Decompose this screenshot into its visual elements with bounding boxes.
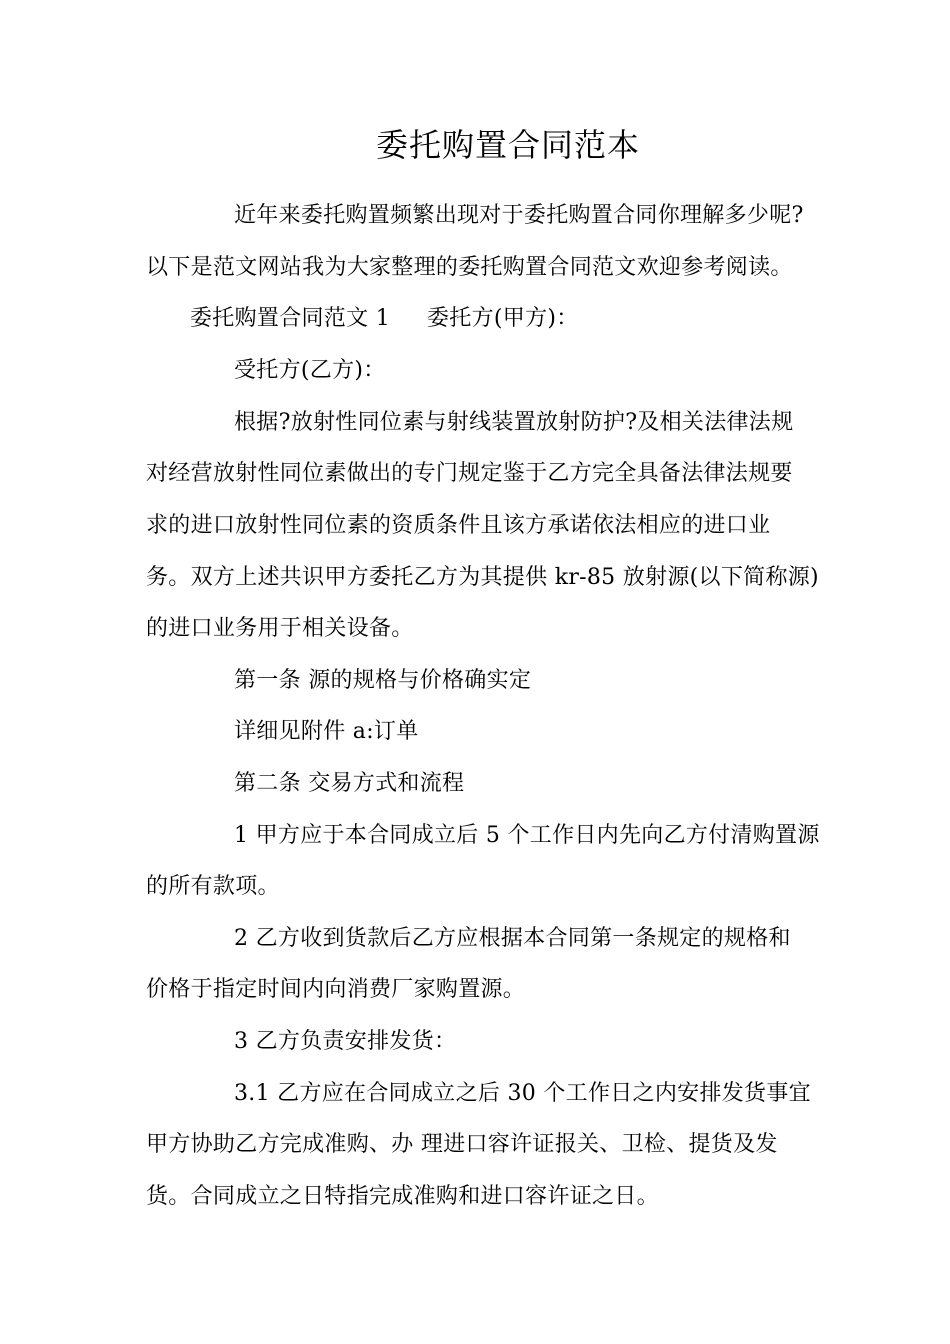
paragraph-line: 近年来委托购置频繁出现对于委托购置合同你理解多少呢? bbox=[234, 203, 804, 228]
section-heading: 委托购置合同范文 1 bbox=[190, 306, 390, 331]
paragraph-line: 价格于指定时间内向消费厂家购置源。 bbox=[146, 977, 526, 1002]
article-heading: 第二条 交易方式和流程 bbox=[234, 771, 465, 796]
paragraph-line: 根据?放射性同位素与射线装置放射防护?及相关法律法规 bbox=[234, 410, 794, 435]
paragraph-line: 3.1 乙方应在合同成立之后 30 个工作日之内安排发货事宜 bbox=[234, 1081, 811, 1106]
paragraph-line: 3 乙方负责安排发货： bbox=[234, 1029, 457, 1054]
paragraph-line: 的所有款项。 bbox=[146, 874, 280, 899]
article-heading: 第一条 源的规格与价格确实定 bbox=[234, 668, 532, 693]
paragraph-line: 货。合同成立之日特指完成准购和进口容许证之日。 bbox=[146, 1184, 659, 1209]
party-a-label: 委托方(甲方)： bbox=[427, 306, 579, 331]
paragraph-line: 的进口业务用于相关设备。 bbox=[146, 616, 414, 641]
paragraph-line: 求的进口放射性同位素的资质条件且该方承诺依法相应的进口业 bbox=[146, 513, 771, 538]
party-b-label: 受托方(乙方)： bbox=[234, 358, 386, 383]
paragraph-line: 务。双方上述共识甲方委托乙方为其提供 kr-85 放射源(以下简称源) bbox=[146, 565, 819, 590]
paragraph-line: 2 乙方收到货款后乙方应根据本合同第一条规定的规格和 bbox=[234, 926, 791, 951]
paragraph-line: 对经营放射性同位素做出的专门规定鉴于乙方完全具备法律法规要 bbox=[146, 461, 793, 486]
document-title: 委托购置合同范本 bbox=[375, 126, 640, 164]
paragraph-line: 以下是范文网站我为大家整理的委托购置合同范文欢迎参考阅读。 bbox=[146, 255, 793, 280]
paragraph-line: 甲方协助乙方完成准购、办 理进口容许证报关、卫检、提货及发 bbox=[146, 1132, 778, 1157]
paragraph-line: 1 甲方应于本合同成立后 5 个工作日内先向乙方付清购置源 bbox=[234, 823, 820, 848]
paragraph-line: 详细见附件 a:订单 bbox=[234, 719, 419, 744]
